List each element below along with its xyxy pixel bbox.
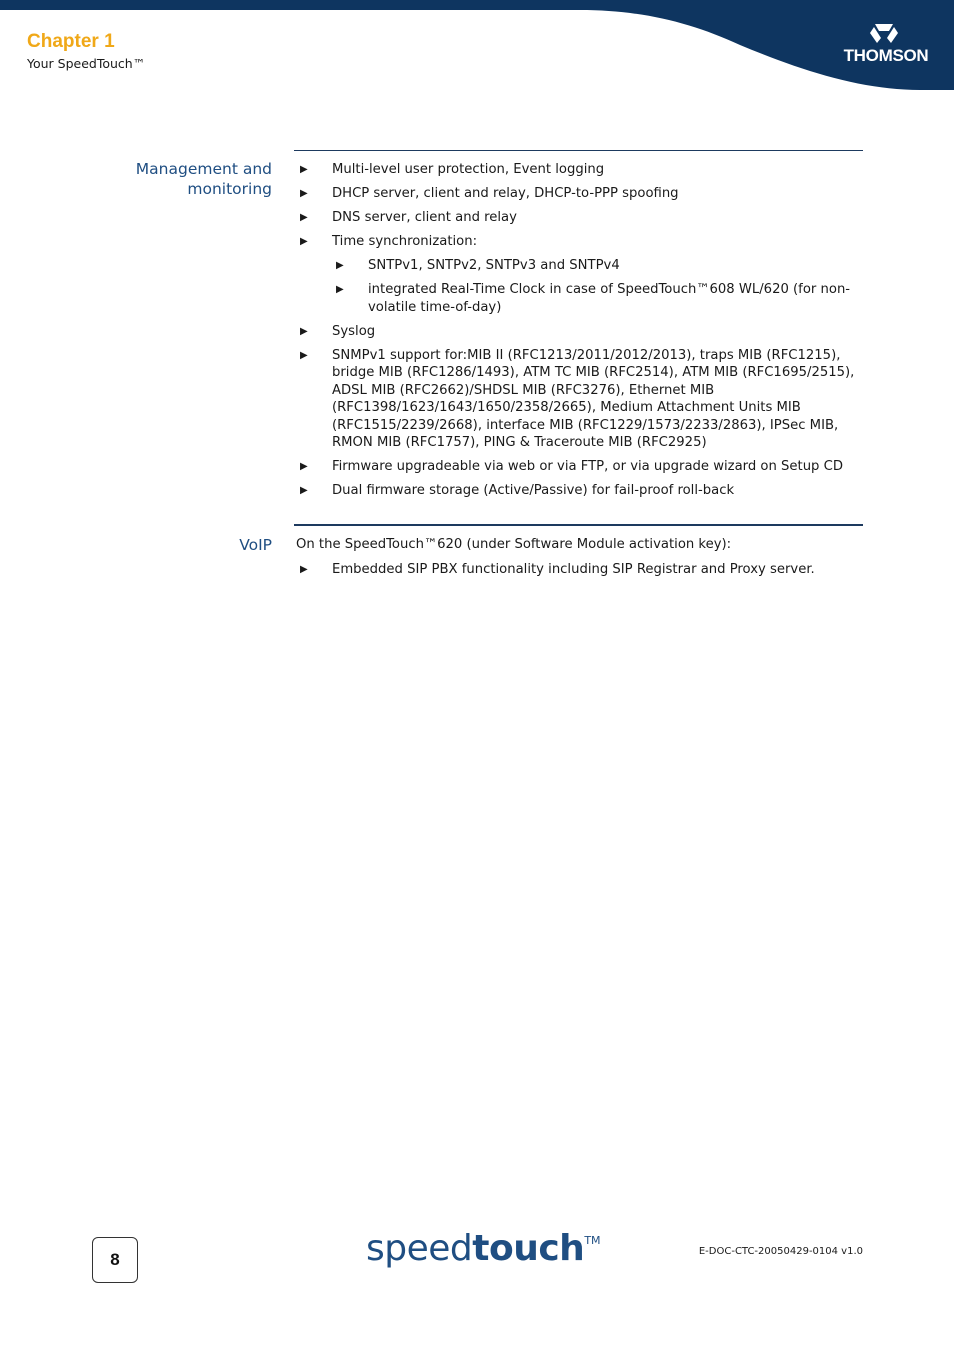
document-id: E-DOC-CTC-20050429-0104 v1.0 bbox=[698, 1246, 863, 1257]
section-heading-voip: VoIP bbox=[239, 536, 272, 554]
list-item: ▶ Dual firmware storage (Active/Passive) for fail-proof roll-back bbox=[300, 483, 735, 498]
list-item: ▶ DNS server, client and relay bbox=[300, 210, 517, 225]
logo-trademark: TM bbox=[584, 1234, 601, 1247]
list-item: ▶ Syslog bbox=[300, 323, 376, 339]
voip-intro-text: On the SpeedTouch™620 (under Software Module activation key): bbox=[296, 537, 732, 552]
time-sync-sublist bbox=[332, 257, 864, 316]
header-banner bbox=[0, 0, 954, 95]
list-item: ▶ Multi-level user protection, Event logging bbox=[300, 162, 605, 177]
list-item: ▶ DHCP server, client and relay, DHCP-to-PPP spoofing bbox=[300, 186, 679, 201]
sub-list-item: ▶ integrated Real-Time Clock in case of SpeedTouch™608 WL/620 (for non-volatile time-of-day) bbox=[336, 282, 851, 315]
management-feature-list bbox=[296, 161, 864, 506]
bullet-arrow-icon: ▶ bbox=[300, 325, 308, 337]
bullet-arrow-icon: ▶ bbox=[300, 564, 308, 575]
bullet-arrow-icon: ▶ bbox=[336, 284, 344, 295]
bullet-arrow-icon: ▶ bbox=[300, 212, 308, 223]
list-item: ▶ Firmware upgradeable via web or via FTP, or via upgrade wizard on Setup CD bbox=[300, 459, 843, 474]
bullet-arrow-icon: ▶ bbox=[336, 260, 344, 271]
brand-name: THOMSON bbox=[843, 46, 929, 65]
speedtouch-logo bbox=[366, 1228, 601, 1272]
page-number: 8 bbox=[92, 1237, 138, 1283]
logo-text-bold: touch bbox=[472, 1228, 585, 1269]
sub-list-item: ▶ SNTPv1, SNTPv2, SNTPv3 and SNTPv4 bbox=[336, 258, 620, 273]
chapter-title: Chapter 1 bbox=[27, 31, 115, 52]
list-item: ▶ SNMPv1 support for:MIB II (RFC1213/2011/2012/2013), traps MIB (RFC1215), bridge MIB (RFC1286/1493), ATM TC MIB (RFC2514), ATM MIB (RFC1695/2515), ADSL MIB (RFC2662)/SHDSL MIB (RFC3276), Ethernet MIB (RFC1398/1623/1643/1650/2358/2665), Medium Attachment Units MIB (RFC1515/2239/2668), interface MIB (RFC1229/1573/2233/2863), IPSec MIB, RMON MIB (RFC1757), PING & Traceroute MIB (RFC2925) bbox=[300, 347, 855, 450]
bullet-arrow-icon: ▶ bbox=[300, 349, 308, 361]
bullet-arrow-icon: ▶ bbox=[300, 164, 308, 175]
chapter-subtitle: Your SpeedTouch™ bbox=[27, 56, 146, 71]
bullet-arrow-icon: ▶ bbox=[300, 236, 308, 247]
bullet-arrow-icon: ▶ bbox=[300, 461, 308, 472]
section-heading-management: Management and monitoring bbox=[135, 160, 272, 198]
bullet-arrow-icon: ▶ bbox=[300, 485, 308, 496]
section-divider bbox=[294, 150, 863, 151]
voip-feature-list bbox=[296, 561, 864, 585]
section-divider bbox=[294, 524, 863, 526]
list-item: ▶ Time synchronization: ▶ SNTPv1, SNTPv2, SNTPv3 and SNTPv4 ▶ integrated Real-Time Clock in case of SpeedTouch™608 WL/620 (for non-volatile time-of-day) bbox=[296, 233, 864, 316]
logo-text-light: speed bbox=[366, 1228, 473, 1269]
list-item: ▶ Embedded SIP PBX functionality including SIP Registrar and Proxy server. bbox=[300, 562, 815, 577]
bullet-arrow-icon: ▶ bbox=[300, 188, 308, 199]
